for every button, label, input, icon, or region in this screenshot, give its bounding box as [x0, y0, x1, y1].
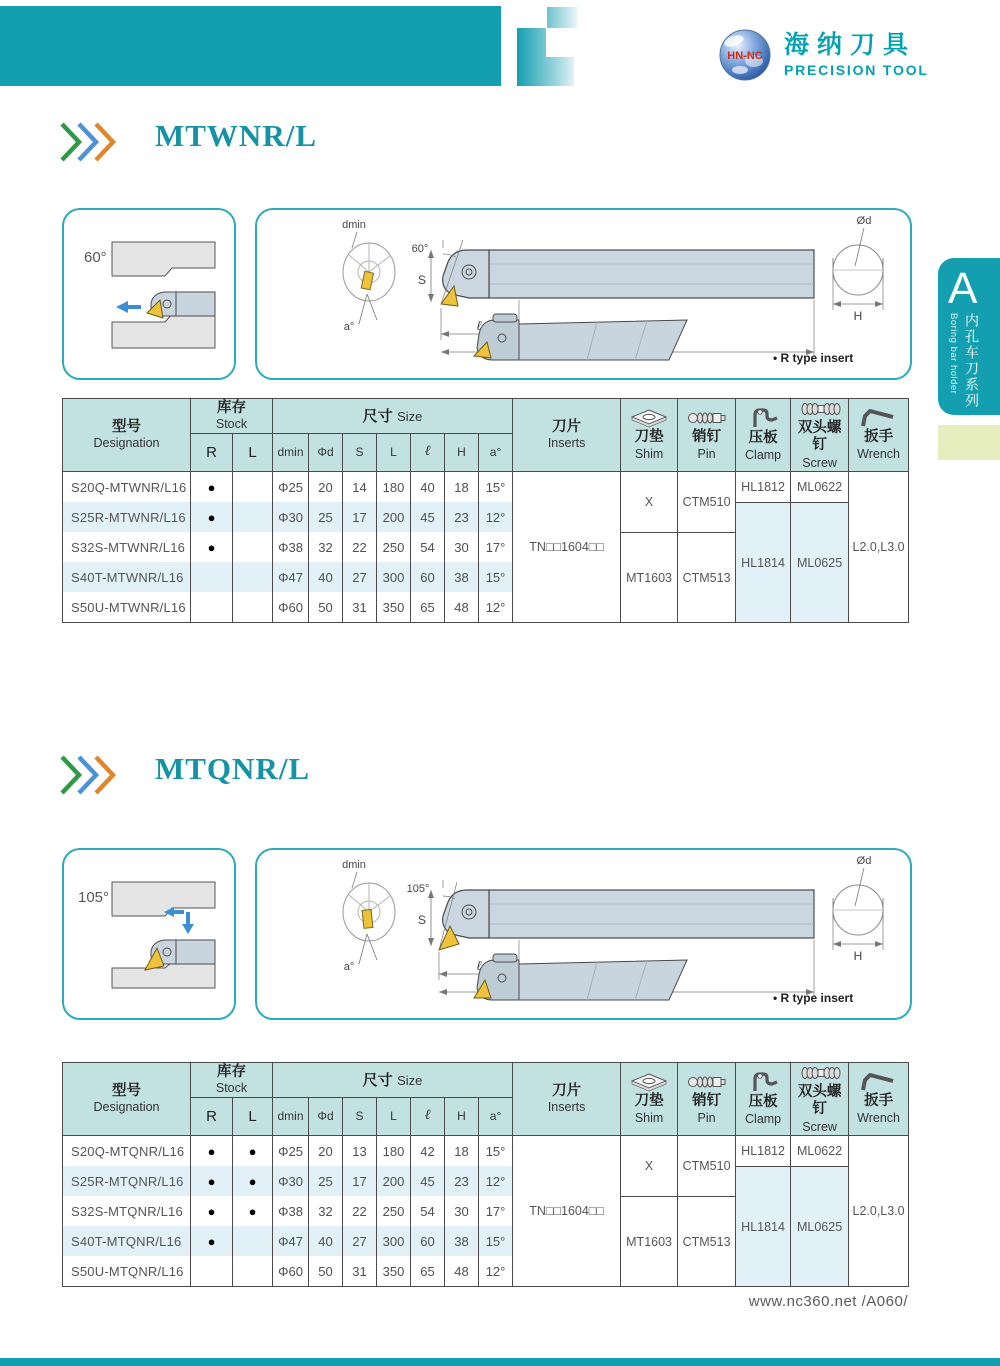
stock-cell — [233, 471, 273, 502]
shim-icon — [628, 1072, 670, 1092]
size-cell: 17° — [479, 1196, 513, 1226]
size-cell: 50 — [309, 592, 343, 623]
col-s: S — [343, 433, 377, 471]
size-cell: 32 — [309, 532, 343, 562]
col-h: H — [445, 433, 479, 471]
pin-icon — [686, 408, 728, 428]
size-cell: 42 — [411, 1135, 445, 1166]
size-cell: 350 — [377, 1256, 411, 1287]
size-cell: 350 — [377, 592, 411, 623]
size-cell: 30 — [445, 1196, 479, 1226]
size-cell: 250 — [377, 1196, 411, 1226]
col-shim: 刀垫 Shim — [621, 399, 678, 472]
section-title-row — [58, 751, 311, 799]
size-cell: 22 — [343, 532, 377, 562]
size-cell: 31 — [343, 1256, 377, 1287]
col-L: L — [377, 433, 411, 471]
size-cell: Φ38 — [273, 532, 309, 562]
stock-cell — [191, 592, 233, 623]
col-phid: Φd — [309, 433, 343, 471]
inserts-cell: TN□□1604□□ — [513, 471, 621, 623]
svg-text:a°: a° — [343, 961, 355, 973]
section-title: MTQNR/L — [155, 751, 311, 786]
size-cell: 200 — [377, 502, 411, 532]
svg-text:105°: 105° — [78, 889, 110, 906]
shim-cell: X — [621, 471, 678, 532]
col-dmin: dmin — [273, 433, 309, 471]
svg-text:105°: 105° — [406, 883, 430, 895]
size-cell: 25 — [309, 502, 343, 532]
r-type-insert-note: • R type insert — [773, 991, 854, 1005]
shim-cell: MT1603 — [621, 1196, 678, 1287]
size-cell: 54 — [411, 1196, 445, 1226]
col-stock-r: R — [191, 433, 233, 471]
technical-drawing-box — [255, 848, 912, 1020]
brand-name-zh: 海纳刀具 — [784, 30, 917, 59]
col-screw: 双头螺钉 Screw — [791, 1063, 849, 1136]
footer-url: www.nc360.net /A060/ — [748, 1293, 908, 1310]
shim-cell: MT1603 — [621, 532, 678, 623]
section-title-row — [58, 118, 317, 166]
size-cell: 180 — [377, 471, 411, 502]
stock-cell: ● — [191, 1226, 233, 1256]
pin-icon — [686, 1072, 728, 1092]
chevrons-icon — [58, 753, 122, 797]
size-cell: 45 — [411, 1166, 445, 1196]
size-cell: 40 — [411, 471, 445, 502]
size-cell: 20 — [309, 1135, 343, 1166]
technical-drawing-box — [255, 208, 912, 380]
size-cell: 27 — [343, 1226, 377, 1256]
col-a: a° — [479, 1097, 513, 1135]
size-cell: 31 — [343, 592, 377, 623]
col-stock-l: L — [233, 433, 273, 471]
size-cell: 45 — [411, 502, 445, 532]
pin-cell: CTM510 — [678, 471, 736, 532]
designation-cell: S25R-MTWNR/L16 — [63, 502, 191, 532]
col-dmin: dmin — [273, 1097, 309, 1135]
designation-cell: S25R-MTQNR/L16 — [63, 1166, 191, 1196]
size-cell: Φ60 — [273, 1256, 309, 1287]
col-size: 尺寸 Size — [273, 1063, 513, 1098]
series-name-zh: 内孔车刀系列 — [964, 313, 980, 409]
stock-cell: ● — [191, 471, 233, 502]
designation-cell: S50U-MTWNR/L16 — [63, 592, 191, 623]
col-L: L — [377, 1097, 411, 1135]
size-cell: Φ30 — [273, 1166, 309, 1196]
designation-cell: S40T-MTQNR/L16 — [63, 1226, 191, 1256]
size-cell: 18 — [445, 471, 479, 502]
stock-cell — [233, 1226, 273, 1256]
brand-logo — [718, 28, 929, 82]
size-cell: 12° — [479, 1166, 513, 1196]
size-cell: 15° — [479, 562, 513, 592]
size-cell: 23 — [445, 502, 479, 532]
size-cell: 27 — [343, 562, 377, 592]
stock-cell: ● — [191, 1135, 233, 1166]
stock-cell: ● — [233, 1135, 273, 1166]
col-shim: 刀垫 Shim — [621, 1063, 678, 1136]
product-table-mtqnr — [62, 1062, 909, 1287]
screw-icon — [797, 399, 843, 419]
size-cell: 54 — [411, 532, 445, 562]
series-letter: A — [948, 264, 978, 313]
technical-drawing-105 — [257, 850, 906, 1014]
svg-text:a°: a° — [343, 321, 355, 333]
clamp-cell: HL1814 — [736, 1166, 791, 1287]
size-cell: Φ30 — [273, 502, 309, 532]
designation-cell: S40T-MTWNR/L16 — [63, 562, 191, 592]
col-s: S — [343, 1097, 377, 1135]
wrench-icon — [859, 408, 899, 428]
application-diagram-105 — [64, 850, 230, 1014]
application-diagram-60 — [64, 210, 230, 374]
size-cell: 50 — [309, 1256, 343, 1287]
col-wrench: 扳手 Wrench — [849, 1063, 909, 1136]
svg-text:H: H — [853, 949, 863, 963]
col-l-small: ℓ — [411, 433, 445, 471]
col-inserts: 刀片 Inserts — [513, 1063, 621, 1136]
col-l-small: ℓ — [411, 1097, 445, 1135]
size-cell: 17 — [343, 502, 377, 532]
size-cell: 30 — [445, 532, 479, 562]
application-diagram-box — [62, 848, 236, 1020]
inserts-cell: TN□□1604□□ — [513, 1135, 621, 1287]
designation-cell: S50U-MTQNR/L16 — [63, 1256, 191, 1287]
size-cell: 65 — [411, 1256, 445, 1287]
stock-cell — [191, 562, 233, 592]
svg-text:H: H — [853, 309, 863, 323]
chevrons-icon — [58, 120, 122, 164]
brand-text — [784, 32, 929, 78]
svg-text:S: S — [417, 913, 427, 927]
size-cell: 17 — [343, 1166, 377, 1196]
pin-cell: CTM513 — [678, 532, 736, 623]
svg-text:dmin: dmin — [342, 859, 366, 871]
side-green-block — [938, 425, 1000, 460]
size-cell: 12° — [479, 1256, 513, 1287]
series-name-en: Boring bar holder — [948, 313, 959, 395]
top-banner-bar — [0, 6, 501, 86]
col-designation: 型号 Designation — [63, 1063, 191, 1136]
screw-icon — [797, 1063, 843, 1083]
col-wrench: 扳手 Wrench — [849, 399, 909, 472]
col-h: H — [445, 1097, 479, 1135]
stock-cell — [191, 1256, 233, 1287]
product-table-mtwnr — [62, 398, 909, 623]
stock-cell: ● — [191, 532, 233, 562]
col-designation: 型号 Designation — [63, 399, 191, 472]
designation-cell: S20Q-MTQNR/L16 — [63, 1135, 191, 1166]
technical-drawing-60 — [257, 210, 906, 374]
size-cell: 60 — [411, 562, 445, 592]
col-size: 尺寸 Size — [273, 399, 513, 434]
svg-text:ℓ: ℓ — [476, 318, 482, 333]
size-cell: 15° — [479, 1135, 513, 1166]
col-stock: 库存 Stock — [191, 399, 273, 434]
stock-cell — [233, 532, 273, 562]
decorative-square-small — [547, 7, 578, 28]
col-stock: 库存 Stock — [191, 1063, 273, 1098]
clamp-cell: HL1812 — [736, 1135, 791, 1166]
size-cell: 60 — [411, 1226, 445, 1256]
size-cell: 40 — [309, 562, 343, 592]
stock-cell: ● — [233, 1166, 273, 1196]
svg-text:Ød: Ød — [856, 215, 872, 227]
size-cell: 23 — [445, 1166, 479, 1196]
size-cell: 12° — [479, 592, 513, 623]
col-a: a° — [479, 433, 513, 471]
stock-cell: ● — [191, 1166, 233, 1196]
size-cell: Φ60 — [273, 592, 309, 623]
screw-cell: ML0625 — [791, 1166, 849, 1287]
table-row — [63, 1166, 909, 1196]
col-phid: Φd — [309, 1097, 343, 1135]
size-cell: 17° — [479, 532, 513, 562]
size-cell: 65 — [411, 592, 445, 623]
size-cell: 300 — [377, 1226, 411, 1256]
size-cell: 22 — [343, 1196, 377, 1226]
svg-text:Ød: Ød — [856, 855, 872, 867]
size-cell: 180 — [377, 1135, 411, 1166]
svg-text:S: S — [417, 273, 427, 287]
wrench-cell: L2.0,L3.0 — [849, 1135, 909, 1287]
svg-text:dmin: dmin — [342, 219, 366, 231]
stock-cell — [233, 1256, 273, 1287]
stock-cell — [233, 562, 273, 592]
col-pin: 销钉 Pin — [678, 399, 736, 472]
svg-text:60°: 60° — [84, 249, 107, 266]
col-screw: 双头螺钉 Screw — [791, 399, 849, 472]
col-clamp: 压板 Clamp — [736, 1063, 791, 1136]
stock-cell: ● — [233, 1196, 273, 1226]
size-cell: 48 — [445, 592, 479, 623]
brand-name-en: PRECISION TOOL — [784, 62, 929, 79]
designation-cell: S32S-MTQNR/L16 — [63, 1196, 191, 1226]
r-type-insert-note: • R type insert — [773, 351, 854, 365]
pin-cell: CTM510 — [678, 1135, 736, 1196]
pin-cell: CTM513 — [678, 1196, 736, 1287]
wrench-icon — [859, 1072, 899, 1092]
clamp-cell: HL1812 — [736, 471, 791, 502]
size-cell: Φ47 — [273, 562, 309, 592]
size-cell: 300 — [377, 562, 411, 592]
screw-cell: ML0622 — [791, 471, 849, 502]
size-cell: Φ25 — [273, 471, 309, 502]
size-cell: 250 — [377, 532, 411, 562]
series-side-tab — [938, 258, 1000, 415]
table-row — [63, 502, 909, 532]
wrench-cell: L2.0,L3.0 — [849, 471, 909, 623]
designation-cell: S32S-MTWNR/L16 — [63, 532, 191, 562]
globe-icon — [718, 28, 772, 82]
clamp-icon — [748, 407, 778, 429]
size-cell: 14 — [343, 471, 377, 502]
size-cell: 38 — [445, 1226, 479, 1256]
col-inserts: 刀片 Inserts — [513, 399, 621, 472]
size-cell: 25 — [309, 1166, 343, 1196]
col-clamp: 压板 Clamp — [736, 399, 791, 472]
table-row — [63, 471, 909, 502]
table-row — [63, 1135, 909, 1166]
bottom-bar — [0, 1358, 1000, 1366]
globe-text: HN-NC — [727, 50, 763, 62]
stock-cell — [233, 592, 273, 623]
decorative-square-white — [546, 28, 574, 57]
size-cell: 32 — [309, 1196, 343, 1226]
screw-cell: ML0625 — [791, 502, 849, 623]
size-cell: 15° — [479, 471, 513, 502]
svg-text:60°: 60° — [411, 243, 429, 255]
col-stock-r: R — [191, 1097, 233, 1135]
size-cell: 15° — [479, 1226, 513, 1256]
stock-cell: ● — [191, 1196, 233, 1226]
shim-cell: X — [621, 1135, 678, 1196]
size-cell: 48 — [445, 1256, 479, 1287]
application-diagram-box — [62, 208, 236, 380]
size-cell: 12° — [479, 502, 513, 532]
size-cell: 20 — [309, 471, 343, 502]
screw-cell: ML0622 — [791, 1135, 849, 1166]
size-cell: 18 — [445, 1135, 479, 1166]
size-cell: Φ47 — [273, 1226, 309, 1256]
size-cell: Φ38 — [273, 1196, 309, 1226]
shim-icon — [628, 408, 670, 428]
stock-cell — [233, 502, 273, 532]
size-cell: 13 — [343, 1135, 377, 1166]
stock-cell: ● — [191, 502, 233, 532]
size-cell: 200 — [377, 1166, 411, 1196]
col-pin: 销钉 Pin — [678, 1063, 736, 1136]
clamp-icon — [748, 1071, 778, 1093]
size-cell: Φ25 — [273, 1135, 309, 1166]
size-cell: 38 — [445, 562, 479, 592]
section-title: MTWNR/L — [155, 118, 317, 153]
col-stock-l: L — [233, 1097, 273, 1135]
clamp-cell: HL1814 — [736, 502, 791, 623]
size-cell: 40 — [309, 1226, 343, 1256]
svg-text:ℓ: ℓ — [476, 958, 482, 973]
designation-cell: S20Q-MTWNR/L16 — [63, 471, 191, 502]
